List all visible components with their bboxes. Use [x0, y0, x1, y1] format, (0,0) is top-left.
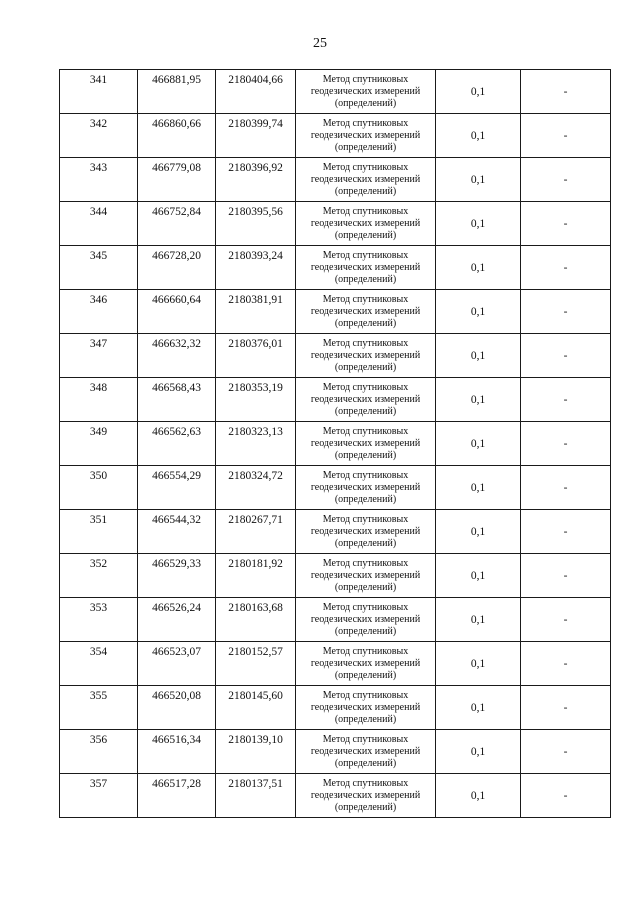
method-line: Метод спутниковых: [322, 293, 409, 305]
x-coordinate-cell: 466554,29: [138, 466, 216, 510]
method-line: (определений): [334, 713, 397, 725]
description-cell: -: [521, 686, 611, 730]
method-line: геодезических измерений: [310, 305, 421, 317]
method-line: (определений): [334, 141, 397, 153]
point-number-cell: 356: [60, 730, 138, 774]
table-row: [60, 686, 611, 730]
x-coordinate-cell: 466752,84: [138, 202, 216, 246]
method-line: Метод спутниковых: [322, 249, 409, 261]
point-number-cell: 343: [60, 158, 138, 202]
description-cell: -: [521, 774, 611, 818]
x-coordinate-cell: 466860,66: [138, 114, 216, 158]
accuracy-cell: 0,1: [436, 246, 521, 290]
description-cell: -: [521, 290, 611, 334]
method-line: геодезических измерений: [310, 613, 421, 625]
method-line: Метод спутниковых: [322, 733, 409, 745]
method-line: геодезических измерений: [310, 173, 421, 185]
description-cell: -: [521, 334, 611, 378]
method-cell: [296, 202, 436, 246]
method-line: геодезических измерений: [310, 657, 421, 669]
method-line: Метод спутниковых: [322, 557, 409, 569]
method-line: (определений): [334, 405, 397, 417]
y-coordinate-cell: 2180395,56: [216, 202, 296, 246]
method-line: Метод спутниковых: [322, 381, 409, 393]
y-coordinate-cell: 2180181,92: [216, 554, 296, 598]
x-coordinate-cell: 466544,32: [138, 510, 216, 554]
description-cell: -: [521, 510, 611, 554]
method-cell: [296, 730, 436, 774]
x-coordinate-cell: 466779,08: [138, 158, 216, 202]
accuracy-cell: 0,1: [436, 114, 521, 158]
accuracy-cell: 0,1: [436, 422, 521, 466]
y-coordinate-cell: 2180393,24: [216, 246, 296, 290]
x-coordinate-cell: 466520,08: [138, 686, 216, 730]
description-cell: -: [521, 598, 611, 642]
point-number-cell: 346: [60, 290, 138, 334]
accuracy-cell: 0,1: [436, 686, 521, 730]
y-coordinate-cell: 2180267,71: [216, 510, 296, 554]
y-coordinate-cell: 2180396,92: [216, 158, 296, 202]
method-line: геодезических измерений: [310, 569, 421, 581]
point-number-cell: 355: [60, 686, 138, 730]
x-coordinate-cell: 466728,20: [138, 246, 216, 290]
accuracy-cell: 0,1: [436, 158, 521, 202]
description-cell: -: [521, 730, 611, 774]
table-row: [60, 642, 611, 686]
method-line: геодезических измерений: [310, 261, 421, 273]
table-row: [60, 246, 611, 290]
description-cell: -: [521, 378, 611, 422]
point-number-cell: 354: [60, 642, 138, 686]
point-number-cell: 349: [60, 422, 138, 466]
table-row: [60, 422, 611, 466]
method-line: (определений): [334, 317, 397, 329]
y-coordinate-cell: 2180381,91: [216, 290, 296, 334]
table-row: [60, 466, 611, 510]
accuracy-cell: 0,1: [436, 466, 521, 510]
method-line: Метод спутниковых: [322, 73, 409, 85]
table-row: [60, 774, 611, 818]
y-coordinate-cell: 2180139,10: [216, 730, 296, 774]
method-line: Метод спутниковых: [322, 205, 409, 217]
x-coordinate-cell: 466523,07: [138, 642, 216, 686]
description-cell: -: [521, 466, 611, 510]
table-row: [60, 598, 611, 642]
table-row: [60, 290, 611, 334]
method-line: (определений): [334, 537, 397, 549]
description-cell: -: [521, 642, 611, 686]
point-number-cell: 342: [60, 114, 138, 158]
y-coordinate-cell: 2180399,74: [216, 114, 296, 158]
coordinates-table-body: [60, 70, 611, 818]
method-line: Метод спутниковых: [322, 645, 409, 657]
description-cell: -: [521, 70, 611, 114]
method-line: (определений): [334, 757, 397, 769]
method-cell: [296, 422, 436, 466]
description-cell: -: [521, 114, 611, 158]
method-line: (определений): [334, 185, 397, 197]
table-row: [60, 70, 611, 114]
x-coordinate-cell: 466568,43: [138, 378, 216, 422]
accuracy-cell: 0,1: [436, 290, 521, 334]
y-coordinate-cell: 2180323,13: [216, 422, 296, 466]
point-number-cell: 351: [60, 510, 138, 554]
description-cell: -: [521, 246, 611, 290]
y-coordinate-cell: 2180163,68: [216, 598, 296, 642]
description-cell: -: [521, 158, 611, 202]
point-number-cell: 347: [60, 334, 138, 378]
method-cell: [296, 686, 436, 730]
method-line: (определений): [334, 493, 397, 505]
method-line: геодезических измерений: [310, 481, 421, 493]
method-line: Метод спутниковых: [322, 117, 409, 129]
method-line: (определений): [334, 229, 397, 241]
point-number-cell: 353: [60, 598, 138, 642]
coordinates-table: [59, 69, 611, 818]
table-row: [60, 730, 611, 774]
method-line: Метод спутниковых: [322, 601, 409, 613]
method-line: геодезических измерений: [310, 525, 421, 537]
method-cell: [296, 598, 436, 642]
method-line: (определений): [334, 581, 397, 593]
point-number-cell: 341: [60, 70, 138, 114]
method-line: Метод спутниковых: [322, 337, 409, 349]
table-row: [60, 554, 611, 598]
table-row: [60, 334, 611, 378]
method-line: (определений): [334, 669, 397, 681]
method-line: (определений): [334, 625, 397, 637]
accuracy-cell: 0,1: [436, 202, 521, 246]
point-number-cell: 352: [60, 554, 138, 598]
method-line: Метод спутниковых: [322, 469, 409, 481]
method-cell: [296, 554, 436, 598]
y-coordinate-cell: 2180353,19: [216, 378, 296, 422]
table-row: [60, 202, 611, 246]
method-line: геодезических измерений: [310, 789, 421, 801]
method-line: Метод спутниковых: [322, 513, 409, 525]
point-number-cell: 348: [60, 378, 138, 422]
accuracy-cell: 0,1: [436, 642, 521, 686]
x-coordinate-cell: 466562,63: [138, 422, 216, 466]
method-line: (определений): [334, 801, 397, 813]
method-cell: [296, 774, 436, 818]
method-line: геодезических измерений: [310, 349, 421, 361]
point-number-cell: 357: [60, 774, 138, 818]
table-row: [60, 114, 611, 158]
method-cell: [296, 378, 436, 422]
method-cell: [296, 334, 436, 378]
page-number: 25: [313, 36, 327, 51]
method-line: геодезических измерений: [310, 393, 421, 405]
method-line: геодезических измерений: [310, 701, 421, 713]
y-coordinate-cell: 2180152,57: [216, 642, 296, 686]
y-coordinate-cell: 2180137,51: [216, 774, 296, 818]
accuracy-cell: 0,1: [436, 334, 521, 378]
method-line: геодезических измерений: [310, 745, 421, 757]
method-line: геодезических измерений: [310, 217, 421, 229]
method-cell: [296, 158, 436, 202]
accuracy-cell: 0,1: [436, 774, 521, 818]
table-row: [60, 158, 611, 202]
accuracy-cell: 0,1: [436, 378, 521, 422]
method-line: (определений): [334, 97, 397, 109]
x-coordinate-cell: 466881,95: [138, 70, 216, 114]
method-cell: [296, 70, 436, 114]
x-coordinate-cell: 466516,34: [138, 730, 216, 774]
method-cell: [296, 290, 436, 334]
table-row: [60, 378, 611, 422]
method-line: (определений): [334, 361, 397, 373]
method-cell: [296, 114, 436, 158]
method-line: Метод спутниковых: [322, 161, 409, 173]
method-line: Метод спутниковых: [322, 689, 409, 701]
description-cell: -: [521, 554, 611, 598]
accuracy-cell: 0,1: [436, 510, 521, 554]
accuracy-cell: 0,1: [436, 70, 521, 114]
method-line: геодезических измерений: [310, 437, 421, 449]
method-cell: [296, 510, 436, 554]
method-cell: [296, 642, 436, 686]
method-line: (определений): [334, 273, 397, 285]
point-number-cell: 345: [60, 246, 138, 290]
method-cell: [296, 246, 436, 290]
point-number-cell: 344: [60, 202, 138, 246]
x-coordinate-cell: 466660,64: [138, 290, 216, 334]
description-cell: -: [521, 422, 611, 466]
y-coordinate-cell: 2180145,60: [216, 686, 296, 730]
table-row: [60, 510, 611, 554]
method-line: Метод спутниковых: [322, 425, 409, 437]
y-coordinate-cell: 2180404,66: [216, 70, 296, 114]
y-coordinate-cell: 2180324,72: [216, 466, 296, 510]
description-cell: -: [521, 202, 611, 246]
point-number-cell: 350: [60, 466, 138, 510]
method-line: Метод спутниковых: [322, 777, 409, 789]
method-line: (определений): [334, 449, 397, 461]
method-cell: [296, 466, 436, 510]
accuracy-cell: 0,1: [436, 554, 521, 598]
x-coordinate-cell: 466632,32: [138, 334, 216, 378]
x-coordinate-cell: 466526,24: [138, 598, 216, 642]
method-line: геодезических измерений: [310, 85, 421, 97]
accuracy-cell: 0,1: [436, 730, 521, 774]
accuracy-cell: 0,1: [436, 598, 521, 642]
method-line: геодезических измерений: [310, 129, 421, 141]
x-coordinate-cell: 466517,28: [138, 774, 216, 818]
y-coordinate-cell: 2180376,01: [216, 334, 296, 378]
x-coordinate-cell: 466529,33: [138, 554, 216, 598]
